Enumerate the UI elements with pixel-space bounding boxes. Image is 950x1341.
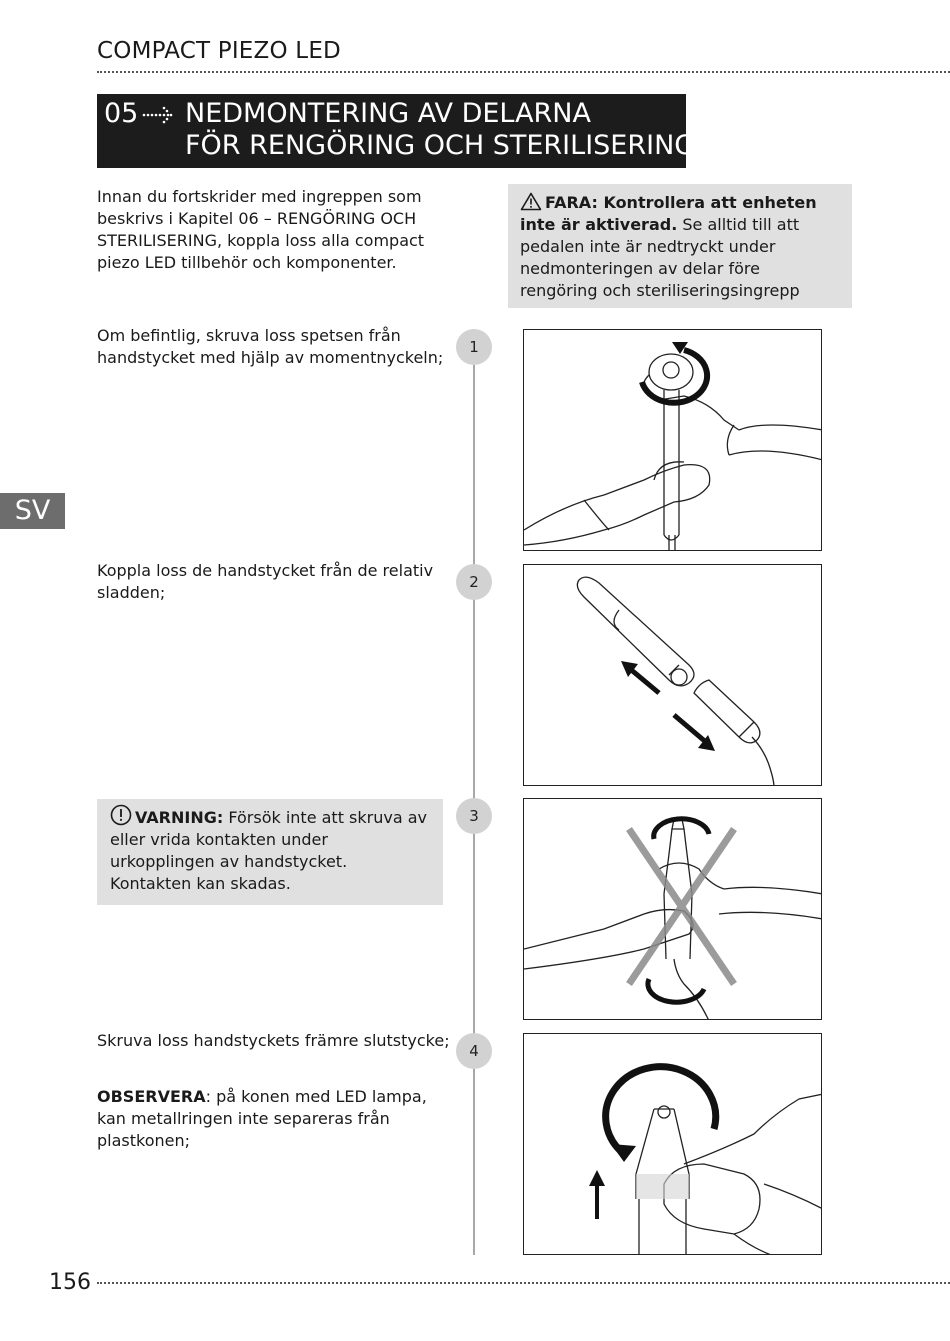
- figure-step-2: [523, 564, 822, 786]
- intro-paragraph: Innan du fortskrider med ingreppen som beskrivs i Kapitel 06 – RENGÖRING OCH STERILISERING, koppla loss alla compact piezo LED tillbehör och komponenter.: [97, 187, 425, 272]
- running-header-title: COMPACT PIEZO LED: [97, 38, 341, 64]
- warning-notice: [97, 799, 443, 905]
- figure-step-1: [523, 329, 822, 551]
- figure-step-3: [523, 798, 822, 1020]
- danger-label: FARA: Kontrollera att enheten inte är aktiverad.: [520, 193, 817, 234]
- chapter-number: 05: [104, 98, 139, 129]
- warning-text-2: Kontakten kan skadas.: [110, 874, 291, 893]
- footer-dotted-rule: [97, 1282, 950, 1284]
- step-1-number: 1: [456, 329, 492, 365]
- warning-label: VARNING:: [135, 808, 224, 827]
- header-dotted-rule: [97, 71, 950, 73]
- exclamation-circle-icon: [110, 804, 132, 826]
- note-label: OBSERVERA: [97, 1087, 206, 1106]
- unscrew-tip-illustration: [524, 330, 822, 551]
- danger-text: Se alltid till att pedalen inte är nedtryckt under nedmonteringen av delar före rengöring och steriliseringsingrepp: [520, 215, 800, 300]
- step-4-text: Skruva loss handstyckets främre slutstycke;: [97, 1031, 450, 1050]
- chapter-title-line-1: NEDMONTERING AV DELARNA: [185, 98, 591, 129]
- do-not-twist-illustration: [524, 799, 822, 1020]
- page-number: 156: [49, 1270, 91, 1295]
- warning-triangle-icon: [520, 192, 542, 211]
- danger-notice: [508, 184, 852, 308]
- language-tab: SV: [0, 493, 65, 529]
- note-text: : på konen med LED lampa, kan metallringen inte separeras från plastkonen;: [97, 1087, 427, 1150]
- chapter-title-line-2: FÖR RENGÖRING OCH STERILISERING: [185, 130, 696, 161]
- step-4-number: 4: [456, 1033, 492, 1069]
- step-2-number: 2: [456, 564, 492, 600]
- chapter-heading-bar: [97, 94, 696, 168]
- disconnect-cable-illustration: [524, 565, 822, 786]
- dotted-arrow-icon: [142, 102, 176, 128]
- step-1-text: Om befintlig, skruva loss spetsen från handstycket med hjälp av momentnyckeln;: [97, 326, 444, 367]
- step-3-number: 3: [456, 798, 492, 834]
- unscrew-front-piece-illustration: [524, 1034, 822, 1255]
- step-4-note: [97, 1086, 457, 1152]
- step-2-text: Koppla loss de handstycket från de relativ sladden;: [97, 561, 434, 602]
- figure-step-4: [523, 1033, 822, 1255]
- warning-text: Försök inte att skruva av eller vrida kontakten under urkopplingen av handstycket.: [110, 808, 428, 871]
